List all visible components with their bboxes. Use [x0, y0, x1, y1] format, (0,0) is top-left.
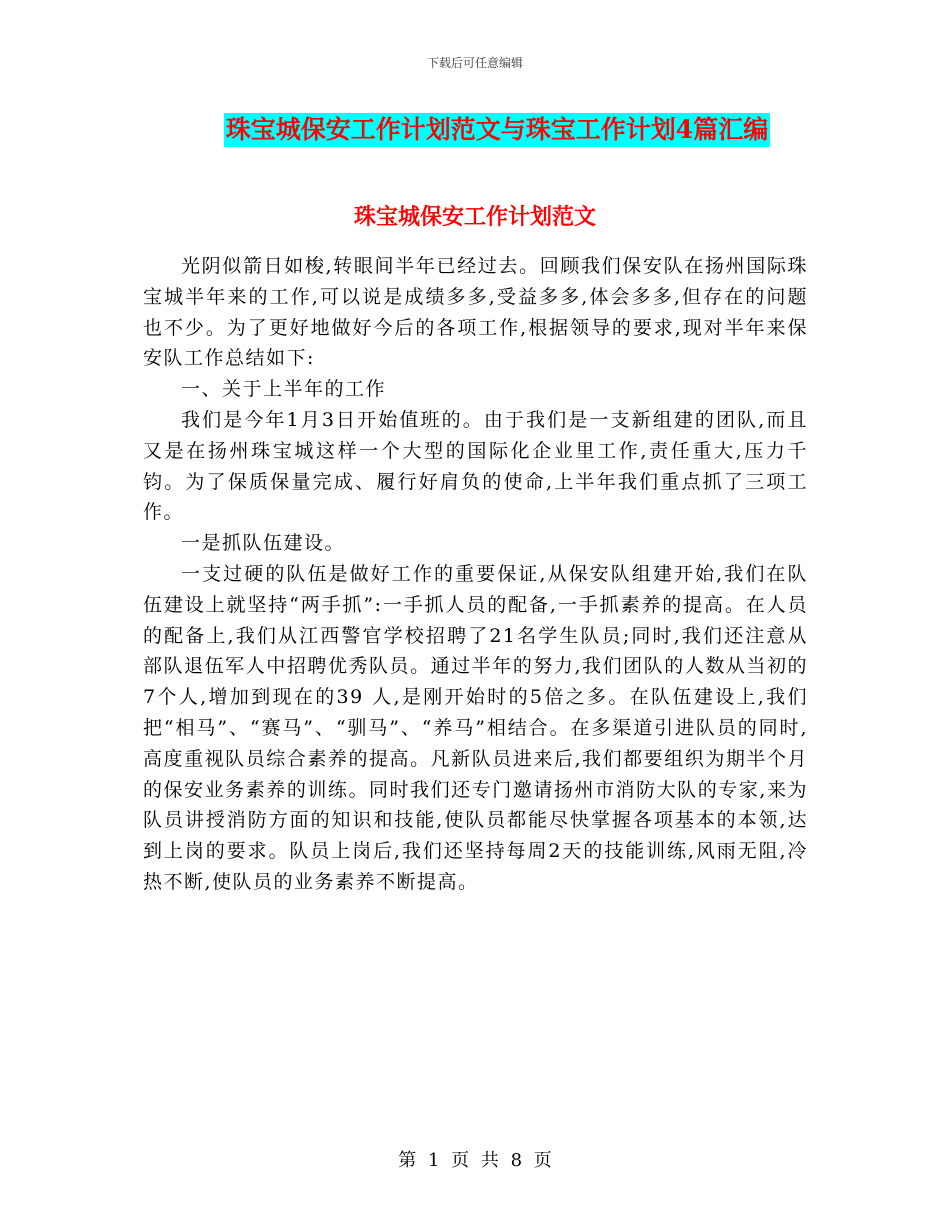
subsection-heading: 一是抓队伍建设。: [181, 532, 346, 555]
section-heading: 一、关于上半年的工作: [181, 378, 387, 401]
document-title: [0, 113, 950, 147]
paragraph: 一支过硬的队伍是做好工作的重要保证,从保安队组建开始,我们在队伍建设上就坚持“两手抓”:一手抓人员的配备,一手抓素养的提高。在人员的配备上,我们从江西警官学校招聘了21名学生队员;同时,我们还注意从部队退伍军人中招聘优秀队员。通过半年的努力,我们团队的人数从当初的7个人,增加到现在的39 人,是刚开始时的5倍之多。在队伍建设上,我们把“相马”、“赛马”、“驯马”、“养马”相结合。在多渠道引进队员的同时,高度重视队员综合素养的提高。凡新队员进来后,我们都要组织为期半个月的保安业务素养的训练。同时我们还专门邀请扬州市消防大队的专家,来为队员讲授消防方面的知识和技能,使队员都能尽快掌握各项基本的本领,达到上岗的要求。队员上岗后,我们还坚持每周2天的技能训练,风雨无阻,冷热不断,使队员的业务素养不断提高。: [143, 562, 808, 893]
document-title-text: 珠宝城保安工作计划范文与珠宝工作计划4篇汇编: [224, 113, 770, 147]
body-text: [143, 251, 808, 898]
paragraph: 我们是今年1月3日开始值班的。由于我们是一支新组建的团队,而且又是在扬州珠宝城这样一个大型的国际化企业里工作,责任重大,压力千钧。为了保质保量完成、履行好肩负的使命,上半年我们重点抓了三项工作。: [143, 408, 808, 524]
page-footer: 第 1 页 共 8 页: [398, 1150, 552, 1171]
paragraph: 光阴似箭日如梭,转眼间半年已经过去。回顾我们保安队在扬州国际珠宝城半年来的工作,可以说是成绩多多,受益多多,体会多多,但存在的问题也不少。为了更好地做好今后的各项工作,根据领导的要求,现对半年来保安队工作总结如下:: [143, 255, 808, 370]
header-note: 下载后可任意编辑: [426, 56, 523, 70]
section-title: 珠宝城保安工作计划范文: [353, 204, 596, 230]
